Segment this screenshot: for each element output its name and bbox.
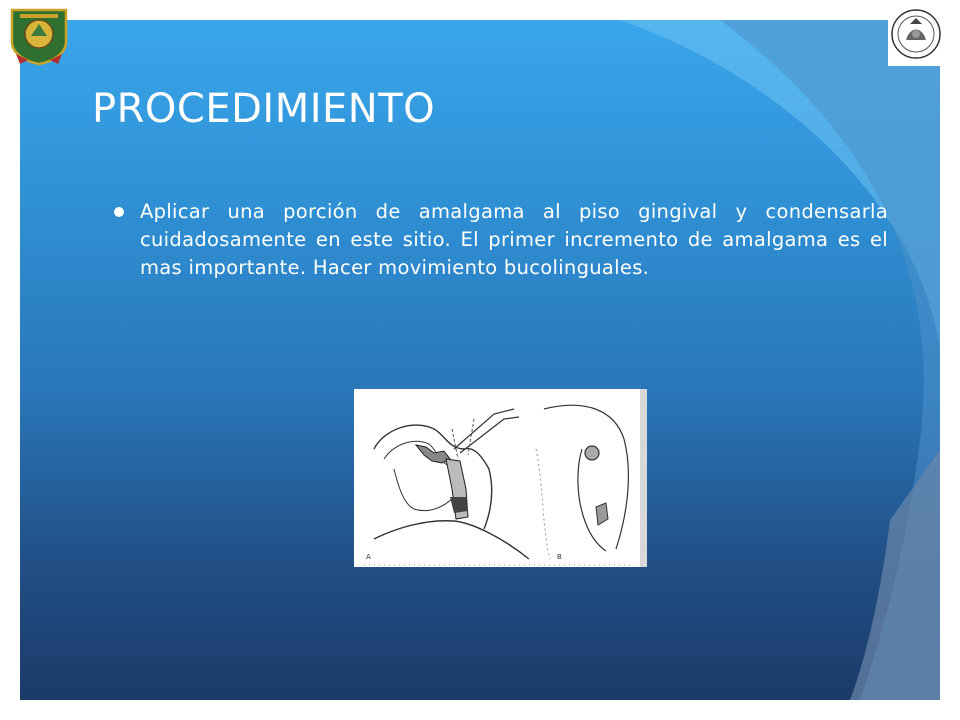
slide-title: PROCEDIMIENTO	[92, 86, 436, 132]
faculty-seal-icon	[888, 4, 944, 66]
slide	[20, 20, 940, 700]
university-crest-icon	[6, 4, 72, 66]
bullet-list	[92, 198, 888, 282]
figure-label-b: B	[557, 553, 562, 561]
bullet-text: Aplicar una porción de amalgama al piso gingival y condensarla cuidadosamente en este sitio. El primer incremento de amalgama es el mas importante. Hacer movimiento bucolinguales.	[140, 200, 888, 279]
figure-label-a: A	[366, 553, 371, 561]
dental-illustration	[354, 389, 647, 567]
bullet-dot-icon	[114, 207, 124, 217]
dental-drawing	[354, 389, 647, 567]
bullet-item	[92, 198, 888, 282]
